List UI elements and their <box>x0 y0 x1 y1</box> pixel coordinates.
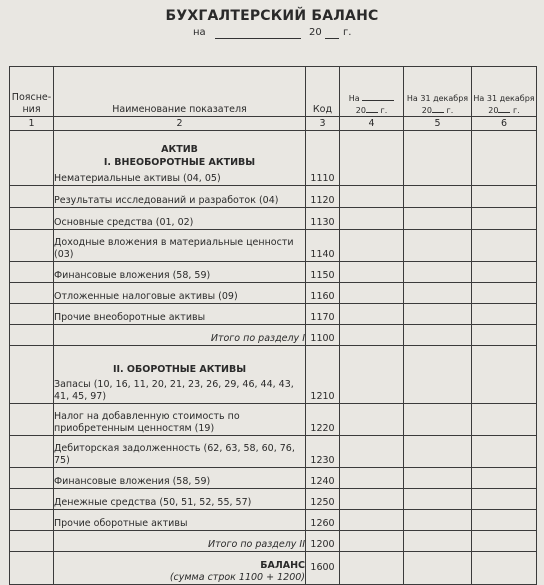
value-cell <box>472 131 537 186</box>
table-row <box>10 489 537 510</box>
row-code: 1600 <box>306 552 340 585</box>
table-row <box>10 510 537 531</box>
row-code: 1100 <box>306 325 340 346</box>
value-cell <box>472 283 537 304</box>
value-cell <box>404 468 472 489</box>
section-1-cell <box>54 131 306 186</box>
date-blank <box>215 38 301 39</box>
header-date-3: На 31 декабря 20 г. <box>472 67 537 117</box>
row-name: Результаты исследований и разработок (04) <box>54 186 306 208</box>
table-row <box>10 208 537 230</box>
column-number: 5 <box>404 117 472 131</box>
row-name: Финансовые вложения (58, 59) <box>54 262 306 283</box>
value-cell <box>404 283 472 304</box>
section-1-heading: I. ВНЕОБОРОТНЫЕ АКТИВЫ <box>103 157 256 168</box>
value-cell <box>404 131 472 186</box>
column-number: 4 <box>340 117 404 131</box>
balance-note: (сумма строк 1100 + 1200) <box>169 572 305 583</box>
document-title: БУХГАЛТЕРСКИЙ БАЛАНС <box>165 8 379 24</box>
row-name: Запасы (10, 16, 11, 20, 21, 23, 26, 29, 46, 44, 43, 41, 45, 97) <box>54 379 294 402</box>
value-cell <box>340 304 404 325</box>
value-cell <box>404 552 472 585</box>
value-cell <box>340 489 404 510</box>
row-name: Прочие внеоборотные активы <box>54 304 306 325</box>
date-prefix: на <box>193 27 206 38</box>
date-year: 20 <box>309 27 322 38</box>
column-number: 1 <box>10 117 54 131</box>
value-cell <box>340 510 404 531</box>
value-cell <box>404 208 472 230</box>
row-code: 1250 <box>306 489 340 510</box>
value-cell <box>340 131 404 186</box>
balance-total-row <box>10 552 537 585</box>
value-cell <box>340 230 404 262</box>
table-row <box>10 230 537 262</box>
value-cell <box>340 186 404 208</box>
row-code: 1160 <box>306 283 340 304</box>
row-name: Доходные вложения в материальные ценности (03) <box>54 230 306 262</box>
row-name: Нематериальные активы (04, 05) <box>54 173 221 184</box>
value-cell <box>472 208 537 230</box>
balance-label: БАЛАНС <box>260 560 305 571</box>
row-name: Прочие оборотные активы <box>54 510 306 531</box>
row-name: Отложенные налоговые активы (09) <box>54 283 306 304</box>
table-row <box>10 131 537 186</box>
row-code: 1110 <box>306 131 340 186</box>
balance-date-line <box>193 26 393 42</box>
value-cell <box>472 346 537 404</box>
row-code: 1200 <box>306 531 340 552</box>
value-cell <box>404 510 472 531</box>
row-code: 1210 <box>306 346 340 404</box>
column-number: 6 <box>472 117 537 131</box>
balance-total-cell <box>54 552 306 585</box>
table-row <box>10 262 537 283</box>
column-number-row <box>10 117 537 131</box>
section-2-heading: II. ОБОРОТНЫЕ АКТИВЫ <box>112 364 247 375</box>
row-name: Налог на добавленную стоимость по приобретенным ценностям (19) <box>54 404 306 436</box>
value-cell <box>472 510 537 531</box>
header-row <box>10 67 537 117</box>
value-cell <box>404 531 472 552</box>
table-row <box>10 436 537 468</box>
header-indicator-name: Наименование показателя <box>54 67 306 117</box>
row-name: Основные средства (01, 02) <box>54 208 306 230</box>
value-cell <box>404 230 472 262</box>
value-cell <box>340 262 404 283</box>
row-code: 1240 <box>306 468 340 489</box>
row-name: Денежные средства (50, 51, 52, 55, 57) <box>54 489 306 510</box>
row-code: 1230 <box>306 436 340 468</box>
header-notes: Поясне-ния <box>10 67 54 117</box>
assets-heading: АКТИВ <box>161 144 198 155</box>
section-2-total-row <box>10 531 537 552</box>
section-2-total-label: Итого по разделу II <box>54 531 306 552</box>
column-number: 2 <box>54 117 306 131</box>
section-2-cell <box>54 346 306 404</box>
value-cell <box>404 186 472 208</box>
header-date-1: На 20 г. <box>340 67 404 117</box>
header-code: Код <box>306 67 340 117</box>
value-cell <box>472 404 537 436</box>
date-suffix: г. <box>343 27 352 38</box>
value-cell <box>404 346 472 404</box>
value-cell <box>472 262 537 283</box>
section-1-total-row <box>10 325 537 346</box>
value-cell <box>472 325 537 346</box>
value-cell <box>340 552 404 585</box>
row-code: 1170 <box>306 304 340 325</box>
balance-sheet-table <box>9 66 537 585</box>
value-cell <box>340 346 404 404</box>
value-cell <box>472 489 537 510</box>
table-row <box>10 468 537 489</box>
value-cell <box>472 186 537 208</box>
table-row <box>10 186 537 208</box>
value-cell <box>472 531 537 552</box>
value-cell <box>340 404 404 436</box>
value-cell <box>472 552 537 585</box>
value-cell <box>340 208 404 230</box>
value-cell <box>340 283 404 304</box>
row-name: Финансовые вложения (58, 59) <box>54 468 306 489</box>
value-cell <box>404 262 472 283</box>
row-code: 1130 <box>306 208 340 230</box>
value-cell <box>404 304 472 325</box>
value-cell <box>340 531 404 552</box>
value-cell <box>472 468 537 489</box>
value-cell <box>472 230 537 262</box>
year-blank <box>325 38 339 39</box>
value-cell <box>340 468 404 489</box>
value-cell <box>340 325 404 346</box>
table-row <box>10 283 537 304</box>
row-code: 1140 <box>306 230 340 262</box>
table-row <box>10 404 537 436</box>
row-code: 1120 <box>306 186 340 208</box>
value-cell <box>404 404 472 436</box>
value-cell <box>472 436 537 468</box>
value-cell <box>404 489 472 510</box>
table-row <box>10 304 537 325</box>
row-code: 1260 <box>306 510 340 531</box>
value-cell <box>404 325 472 346</box>
value-cell <box>472 304 537 325</box>
header-date-2: На 31 декабря 20 г. <box>404 67 472 117</box>
section-1-total-label: Итого по разделу I <box>54 325 306 346</box>
column-number: 3 <box>306 117 340 131</box>
row-name: Дебиторская задолженность (62, 63, 58, 60, 76, 75) <box>54 436 306 468</box>
row-code: 1220 <box>306 404 340 436</box>
value-cell <box>404 436 472 468</box>
table-row <box>10 346 537 404</box>
value-cell <box>340 436 404 468</box>
row-code: 1150 <box>306 262 340 283</box>
